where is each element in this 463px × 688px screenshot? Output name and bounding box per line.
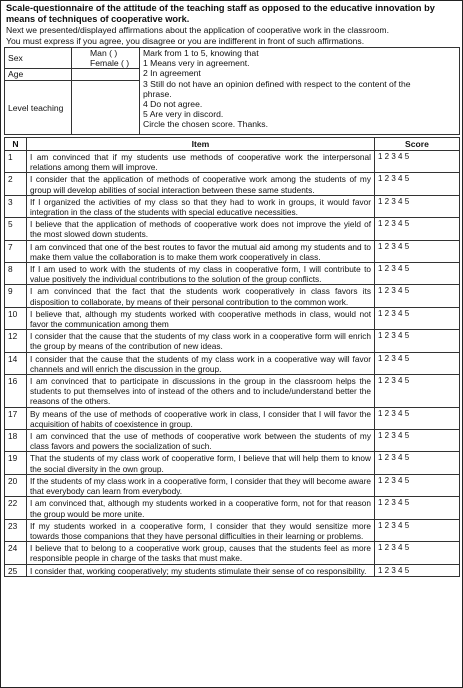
item-number: 5: [5, 218, 27, 240]
item-statement: If my students worked in a cooperative form, I consider that they would sensitize more towards those companions that they have personal difficulties in their learning or problems.: [27, 519, 375, 541]
item-number: 9: [5, 285, 27, 307]
table-row: [5, 195, 460, 217]
level-teaching-label: Level teaching: [5, 81, 72, 135]
table-row: [5, 452, 460, 474]
score-options[interactable]: 1 2 3 4 5: [375, 151, 460, 173]
man-option[interactable]: Man ( ): [90, 48, 118, 58]
item-statement: I believe that to belong to a cooperative work group, causes that the students feel as more responsible people in charge of the tasks that must make.: [27, 542, 375, 564]
item-statement: I am convinced that if my students use methods of cooperative work the interpersonal relations among them will improve.: [27, 151, 375, 173]
instruction-line: 5 Are very in discord.: [143, 109, 224, 120]
item-number: 8: [5, 263, 27, 285]
sex-options[interactable]: [72, 48, 140, 69]
score-options[interactable]: 1 2 3 4 5: [375, 307, 460, 329]
item-number: 23: [5, 519, 27, 541]
item-number: 22: [5, 497, 27, 519]
item-statement: If I am used to work with the students of my class in cooperative form, I will contribute to value positively the individual contributions to the solution of the group conflicts.: [27, 263, 375, 285]
score-options[interactable]: 1 2 3 4 5: [375, 407, 460, 429]
score-options[interactable]: 1 2 3 4 5: [375, 352, 460, 374]
item-statement: I am convinced that to participate in discussions in the group in the classroom helps the students to put themselves into of instead of the others and to include/understand better the reasons of the others.: [27, 375, 375, 408]
table-row: [5, 519, 460, 541]
instruction-line: phrase.: [143, 88, 172, 99]
item-number: 10: [5, 307, 27, 329]
items-table: [4, 137, 460, 577]
item-number: 2: [5, 173, 27, 195]
score-options[interactable]: 1 2 3 4 5: [375, 173, 460, 195]
table-row: [5, 497, 460, 519]
instruction-line: 3 Still do not have an opinion defined with respect to the content of the: [143, 78, 411, 89]
sex-label: Sex: [5, 48, 72, 69]
table-row: [5, 330, 460, 352]
item-statement: I believe that, although my students worked with cooperative methods in class, would not favor the communication among them: [27, 307, 375, 329]
table-row: [5, 352, 460, 374]
instruction-line: Mark from 1 to 5, knowing that: [143, 48, 259, 58]
female-option[interactable]: Female ( ): [90, 58, 130, 69]
item-number: 3: [5, 195, 27, 217]
item-statement: I am convinced that, although my students worked in a cooperative form, not for that reason the group would be more unite.: [27, 497, 375, 519]
item-number: 14: [5, 352, 27, 374]
item-number: 25: [5, 564, 27, 576]
score-options[interactable]: 1 2 3 4 5: [375, 375, 460, 408]
score-options[interactable]: 1 2 3 4 5: [375, 452, 460, 474]
score-options[interactable]: 1 2 3 4 5: [375, 542, 460, 564]
item-statement: I am convinced that the use of methods of cooperative work between the students of my class favors and powers the socialization of such.: [27, 430, 375, 452]
score-options[interactable]: 1 2 3 4 5: [375, 430, 460, 452]
intro-line: Next we presented/displayed affirmations about the application of cooperative work in the classroom.: [6, 25, 389, 35]
instruction-line: 2 In agreement: [143, 68, 201, 79]
item-number: 19: [5, 452, 27, 474]
table-row: [5, 263, 460, 285]
item-number: 1: [5, 151, 27, 173]
item-number: 12: [5, 330, 27, 352]
respondent-info-table: [4, 47, 460, 135]
age-field[interactable]: [72, 69, 140, 81]
score-options[interactable]: 1 2 3 4 5: [375, 474, 460, 496]
table-header-row: [5, 138, 460, 151]
item-statement: If the students of my class work in a cooperative form, I consider that they will become aware that everybody can learn from everybody.: [27, 474, 375, 496]
item-number: 17: [5, 407, 27, 429]
table-row: [5, 564, 460, 576]
age-label: Age: [5, 69, 72, 81]
item-statement: If I organized the activities of my class so that they had to work in groups, it would favor integration in the class of the students with special educative necessities.: [27, 195, 375, 217]
table-row: [5, 240, 460, 262]
questionnaire-title: Scale-questionnaire of the attitude of the teaching staff as opposed to the educative innovation by means of techniques of cooperative work.: [6, 3, 435, 24]
item-statement: I consider that the cause that the students of my class work in a cooperative way will favor channels and will enrich the discussion in the group.: [27, 352, 375, 374]
item-statement: I am convinced that the fact that the students work cooperatively in class favors its disposition to collaborate, by means of their personal contribution to the common work.: [27, 285, 375, 307]
table-row: [5, 285, 460, 307]
level-teaching-field[interactable]: [72, 81, 140, 135]
table-row: [5, 542, 460, 564]
instruction-line: 4 Do not agree.: [143, 99, 203, 110]
table-row: [5, 307, 460, 329]
table-row: [5, 151, 460, 173]
table-row: [5, 375, 460, 408]
score-options[interactable]: 1 2 3 4 5: [375, 564, 460, 576]
instruction-line: Circle the chosen score. Thanks.: [143, 119, 268, 130]
item-statement: I am convinced that one of the best routes to favor the mutual aid among my students and to make them value the collaboration is to make them work cooperatively in class.: [27, 240, 375, 262]
table-row: [5, 474, 460, 496]
item-statement: By means of the use of methods of cooperative work in class, I consider that I will favor the acquisition of habits of coexistence in group.: [27, 407, 375, 429]
table-row: [5, 430, 460, 452]
column-header-score: Score: [375, 138, 460, 151]
column-header-item: Item: [27, 138, 375, 151]
score-options[interactable]: 1 2 3 4 5: [375, 195, 460, 217]
score-options[interactable]: 1 2 3 4 5: [375, 263, 460, 285]
intro-text: [6, 25, 458, 46]
scoring-instructions: [140, 48, 460, 135]
item-number: 18: [5, 430, 27, 452]
instruction-line: 1 Means very in agreement.: [143, 58, 250, 69]
item-statement: That the students of my class work of cooperative form, I believe that will help them to know the social diversity in the own group.: [27, 452, 375, 474]
item-number: 7: [5, 240, 27, 262]
item-statement: I consider that the application of methods of cooperative work among the students of my group will develop abilities of social interaction between these same students.: [27, 173, 375, 195]
item-statement: I believe that the application of methods of cooperative work does not improve the yield of the most slowed down students.: [27, 218, 375, 240]
intro-line: You must express if you agree, you disagree or you are indifferent in front of such affirmations.: [6, 35, 365, 46]
item-number: 20: [5, 474, 27, 496]
score-options[interactable]: 1 2 3 4 5: [375, 330, 460, 352]
score-options[interactable]: 1 2 3 4 5: [375, 497, 460, 519]
table-row: [5, 407, 460, 429]
score-options[interactable]: 1 2 3 4 5: [375, 285, 460, 307]
item-number: 24: [5, 542, 27, 564]
table-row: [5, 218, 460, 240]
table-row: [5, 173, 460, 195]
item-statement: I consider that the cause that the students of my class work in a cooperative form will enrich the group by means of the contribution of new ideas.: [27, 330, 375, 352]
score-options[interactable]: 1 2 3 4 5: [375, 218, 460, 240]
score-options[interactable]: 1 2 3 4 5: [375, 519, 460, 541]
item-statement: I consider that, working cooperatively; my students stimulate their sense of co responsibility.: [27, 564, 375, 576]
column-header-n: N: [5, 138, 27, 151]
item-number: 16: [5, 375, 27, 408]
score-options[interactable]: 1 2 3 4 5: [375, 240, 460, 262]
